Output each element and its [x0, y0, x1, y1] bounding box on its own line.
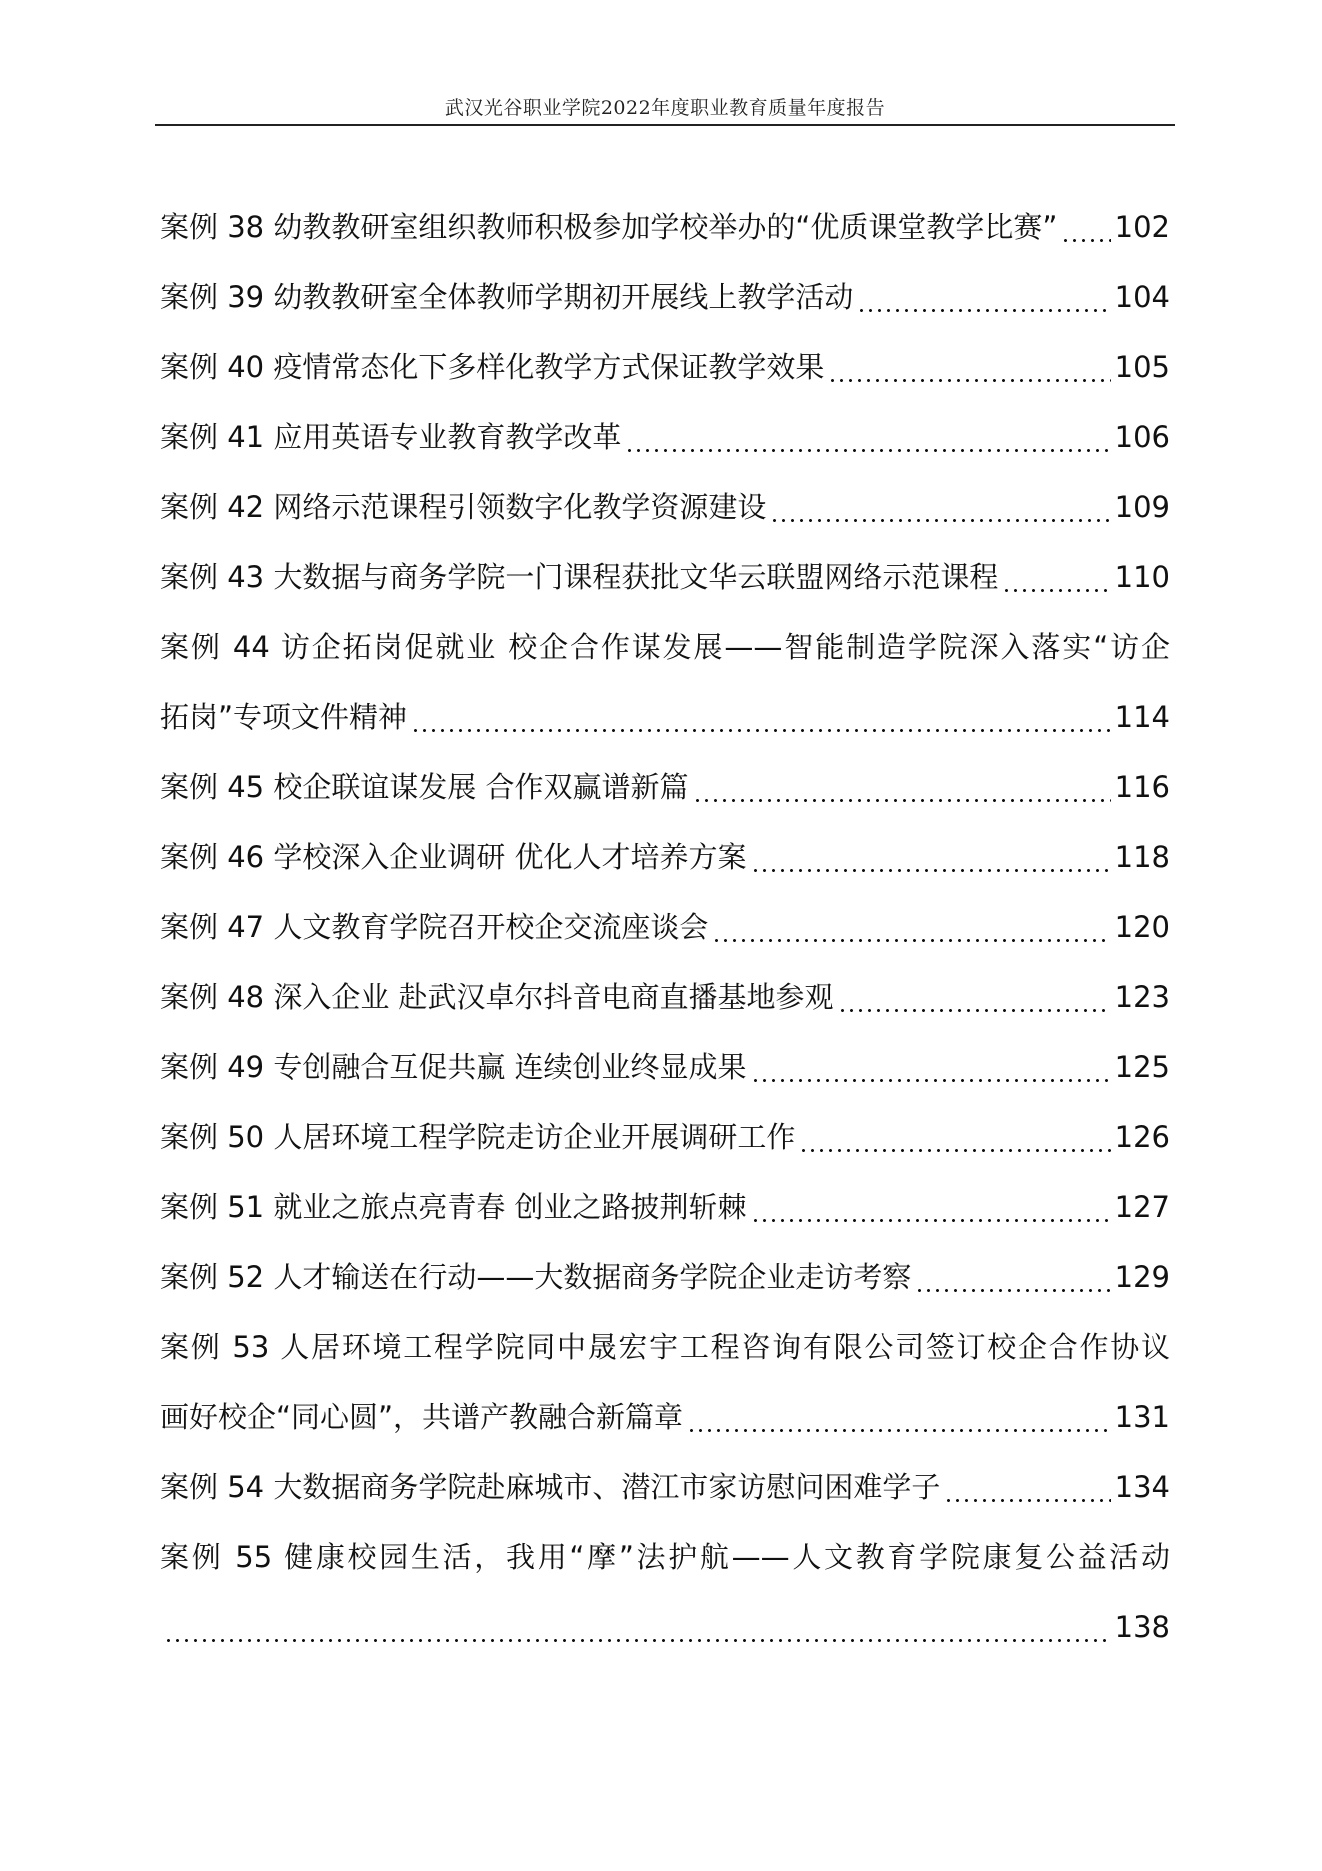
- toc-entry[interactable]: [160, 200, 1170, 270]
- toc-entry-line: [160, 340, 1170, 410]
- toc-entry[interactable]: [160, 900, 1170, 970]
- toc-entry-line: [160, 270, 1170, 340]
- toc-entry[interactable]: [160, 830, 1170, 900]
- toc-entry[interactable]: [160, 1460, 1170, 1530]
- toc-page-number: 116: [1114, 770, 1170, 804]
- toc-entry[interactable]: [160, 970, 1170, 1040]
- toc-entry-title: 画好校企“同心圆”，共谱产教融合新篇章: [160, 1400, 684, 1434]
- dot-leader: [751, 1180, 1111, 1234]
- toc-entry-line: [160, 1180, 1170, 1250]
- dot-leader: [712, 900, 1110, 954]
- dot-leader: [1061, 200, 1110, 254]
- dot-leader: [687, 1390, 1111, 1444]
- toc-page-number: 131: [1114, 1400, 1170, 1434]
- toc-entry[interactable]: [160, 340, 1170, 410]
- toc-entry[interactable]: [160, 1040, 1170, 1110]
- toc-entry-line: [160, 1110, 1170, 1180]
- dot-leader: [944, 1460, 1110, 1514]
- toc-entry-line: [160, 480, 1170, 550]
- toc-entry-line: [160, 1250, 1170, 1320]
- toc-entry-title: 案例 40 疫情常态化下多样化教学方式保证教学效果: [160, 350, 825, 384]
- toc-page-number: 134: [1114, 1470, 1170, 1504]
- toc-entry[interactable]: [160, 270, 1170, 340]
- toc-entry-title: 案例 46 学校深入企业调研 优化人才培养方案: [160, 840, 747, 874]
- toc-entry-title-line: 案例 53 人居环境工程学院同中晟宏宇工程咨询有限公司签订校企合作协议: [160, 1330, 1170, 1364]
- toc-entry-title: 案例 38 幼教教研室组织教师积极参加学校举办的“优质课堂教学比赛”: [160, 210, 1058, 244]
- toc-entry-title: 案例 39 幼教教研室全体教师学期初开展线上教学活动: [160, 280, 854, 314]
- toc-page-number: 138: [1114, 1610, 1170, 1644]
- toc-page-number: 102: [1114, 210, 1170, 244]
- toc-page-number: 123: [1114, 980, 1170, 1014]
- toc-page-number: 126: [1114, 1120, 1170, 1154]
- toc-entry-line: [160, 760, 1170, 830]
- toc-entry[interactable]: [160, 1110, 1170, 1180]
- toc-page-number: 105: [1114, 350, 1170, 384]
- dot-leader: [625, 410, 1110, 464]
- toc-entry-title: 案例 52 人才输送在行动——大数据商务学院企业走访考察: [160, 1260, 912, 1294]
- dot-leader: [1002, 550, 1110, 604]
- dot-leader: [838, 970, 1111, 1024]
- toc-entry-title: 案例 43 大数据与商务学院一门课程获批文华云联盟网络示范课程: [160, 560, 999, 594]
- dot-leader: [828, 340, 1110, 394]
- toc-entry-line: [160, 690, 1170, 760]
- toc-entry[interactable]: [160, 1530, 1170, 1670]
- dot-leader: [751, 830, 1111, 884]
- toc-page-number: 120: [1114, 910, 1170, 944]
- toc-entry-title-line: 案例 55 健康校园生活，我用“摩”法护航——人文教育学院康复公益活动: [160, 1540, 1170, 1574]
- toc-entry-title: 案例 48 深入企业 赴武汉卓尔抖音电商直播基地参观: [160, 980, 834, 1014]
- toc-entry-line: [160, 830, 1170, 900]
- toc-entry[interactable]: [160, 1180, 1170, 1250]
- toc-entry-line: [160, 410, 1170, 480]
- toc-entry-title: 案例 45 校企联谊谋发展 合作双赢谱新篇: [160, 770, 689, 804]
- toc-entry-line: [160, 970, 1170, 1040]
- dot-leader: [693, 760, 1111, 814]
- dot-leader: [751, 1040, 1111, 1094]
- toc-page-number: 127: [1114, 1190, 1170, 1224]
- toc-entry-line: [160, 1600, 1170, 1670]
- toc-entry[interactable]: [160, 410, 1170, 480]
- toc-page-number: 114: [1114, 700, 1170, 734]
- toc-page-number: 125: [1114, 1050, 1170, 1084]
- toc-entry-title: 案例 42 网络示范课程引领数字化教学资源建设: [160, 490, 767, 524]
- toc-entry-line: [160, 1040, 1170, 1110]
- toc-entry-line: [160, 200, 1170, 270]
- toc-entry-title: 拓岗”专项文件精神: [160, 700, 408, 734]
- running-header: 武汉光谷职业学院2022年度职业教育质量年度报告: [444, 97, 886, 119]
- dot-leader: [857, 270, 1110, 324]
- toc-entry[interactable]: [160, 620, 1170, 760]
- toc-entry-title: 案例 51 就业之旅点亮青春 创业之路披荆斩棘: [160, 1190, 747, 1224]
- toc-page-number: 118: [1114, 840, 1170, 874]
- dot-leader: [411, 690, 1111, 744]
- toc-entry-title: 案例 41 应用英语专业教育教学改革: [160, 420, 622, 454]
- dot-leader: [799, 1110, 1110, 1164]
- toc-entry-line: [160, 1460, 1170, 1530]
- toc-entry-line: [160, 550, 1170, 620]
- toc-entry[interactable]: [160, 760, 1170, 830]
- toc-page-number: 104: [1114, 280, 1170, 314]
- header-divider: [155, 124, 1175, 126]
- toc-entry-title: 案例 49 专创融合互促共赢 连续创业终显成果: [160, 1050, 747, 1084]
- toc-page-number: 109: [1114, 490, 1170, 524]
- toc-page-number: 129: [1114, 1260, 1170, 1294]
- toc-entry[interactable]: [160, 550, 1170, 620]
- toc-entry[interactable]: [160, 480, 1170, 550]
- toc-entry-title-line: 案例 44 访企拓岗促就业 校企合作谋发展——智能制造学院深入落实“访企: [160, 630, 1170, 664]
- toc-entry-title: 案例 54 大数据商务学院赴麻城市、潜江市家访慰问困难学子: [160, 1470, 941, 1504]
- dot-leader: [164, 1600, 1111, 1654]
- toc-entry[interactable]: [160, 1320, 1170, 1460]
- table-of-contents: [160, 200, 1170, 1670]
- toc-entry-line: [160, 1390, 1170, 1460]
- toc-entry-title: 案例 50 人居环境工程学院走访企业开展调研工作: [160, 1120, 796, 1154]
- toc-entry[interactable]: [160, 1250, 1170, 1320]
- toc-entry-line: [160, 900, 1170, 970]
- toc-page-number: 106: [1114, 420, 1170, 454]
- dot-leader: [915, 1250, 1110, 1304]
- toc-page-number: 110: [1114, 560, 1170, 594]
- dot-leader: [770, 480, 1110, 534]
- toc-entry-title: 案例 47 人文教育学院召开校企交流座谈会: [160, 910, 709, 944]
